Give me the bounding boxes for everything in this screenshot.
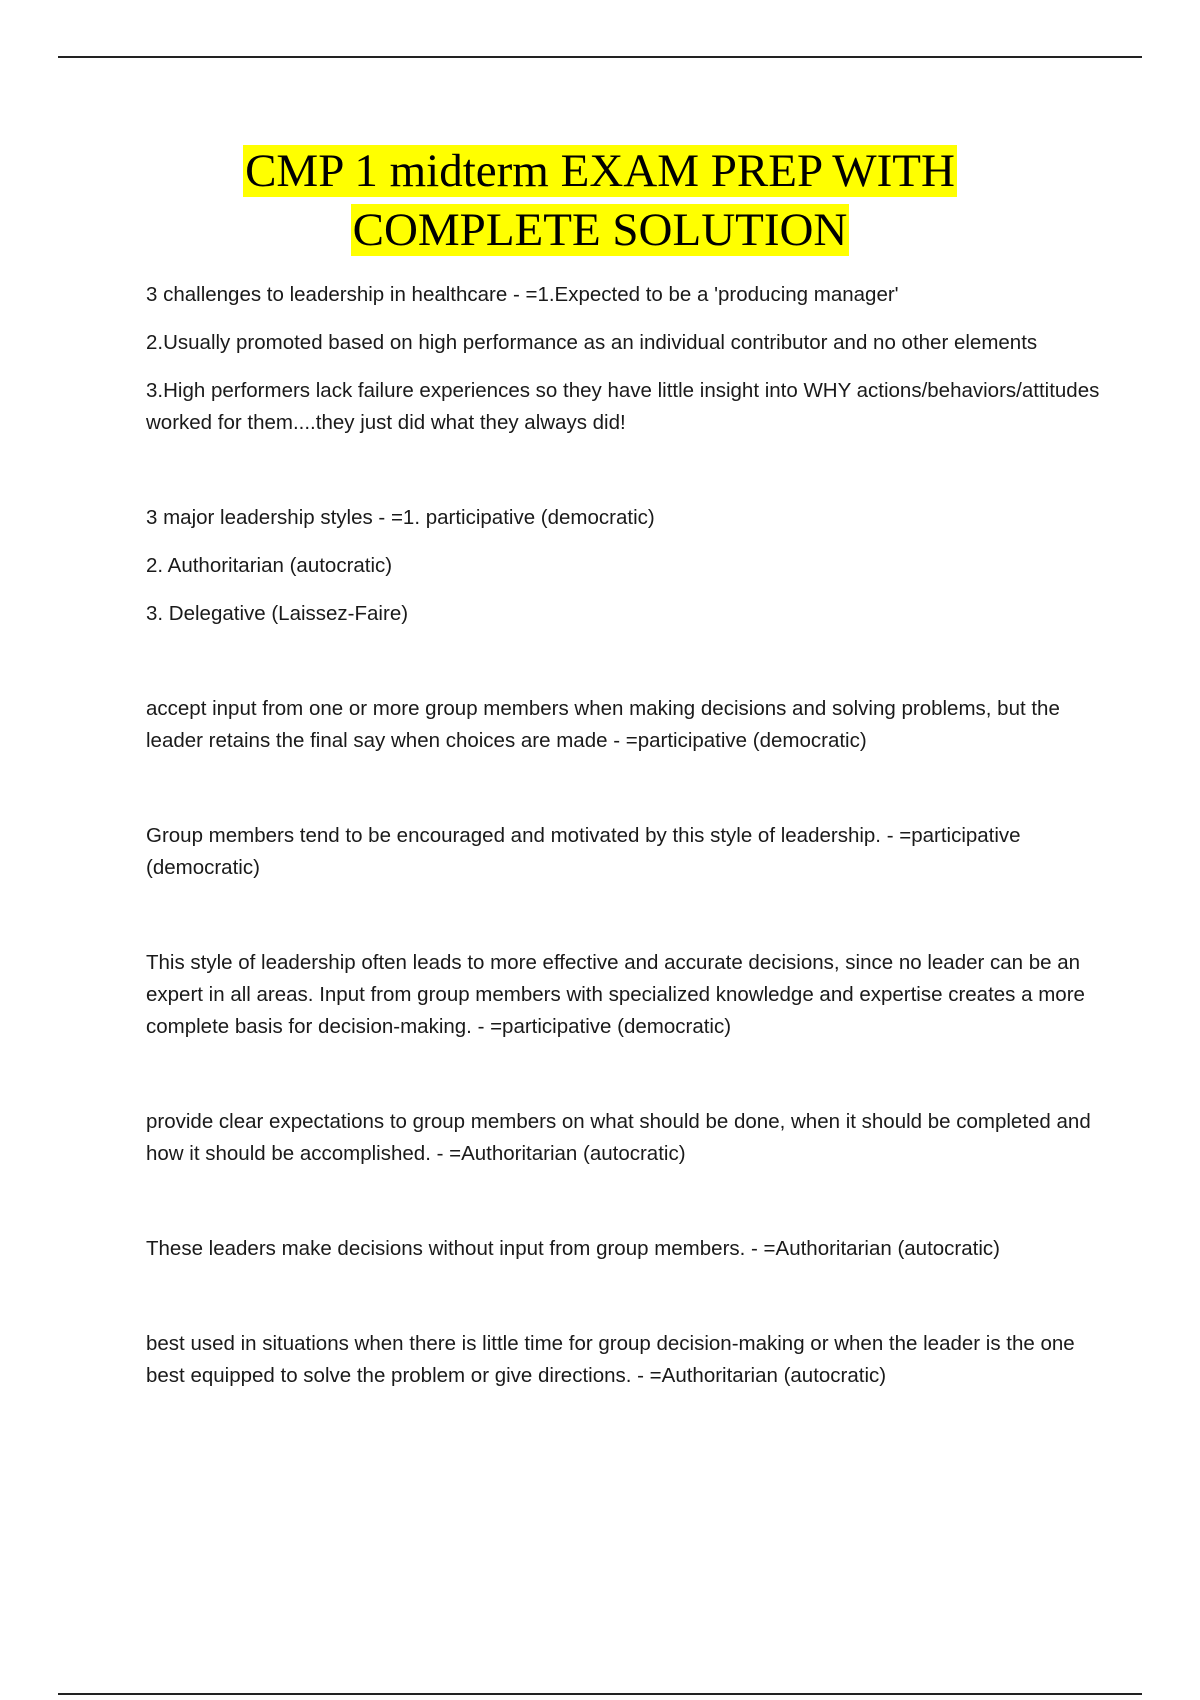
bottom-rule — [58, 1693, 1142, 1695]
paragraph: 3 major leadership styles - =1. participative (democratic) — [146, 506, 655, 529]
paragraph: accept input from one or more group members when making decisions and solving problems, but the leader retains the final say when choices are made - =participative (democratic) — [146, 697, 1060, 752]
document-body — [146, 279, 1106, 1392]
paragraph: 3. Delegative (Laissez-Faire) — [146, 602, 409, 625]
paragraph: 2.Usually promoted based on high performance as an individual contributor and no other elements — [146, 331, 1038, 354]
page-title — [0, 142, 1200, 260]
title-line-1: CMP 1 midterm EXAM PREP WITH — [245, 145, 955, 197]
top-rule — [58, 56, 1142, 58]
paragraph: 2. Authoritarian (autocratic) — [146, 554, 393, 577]
paragraph: provide clear expectations to group members on what should be done, when it should be completed and how it should be accomplished. - =Authoritarian (autocratic) — [146, 1110, 1091, 1165]
paragraph: 3 challenges to leadership in healthcare - =1.Expected to be a 'producing manager' — [146, 283, 899, 306]
title-line-2: COMPLETE SOLUTION — [352, 204, 848, 256]
paragraph: These leaders make decisions without input from group members. - =Authoritarian (autocratic) — [146, 1237, 1000, 1260]
paragraph: Group members tend to be encouraged and motivated by this style of leadership. - =participative (democratic) — [146, 824, 1021, 879]
paragraph: best used in situations when there is little time for group decision-making or when the leader is the one best equipped to solve the problem or give directions. - =Authoritarian (autocratic) — [146, 1332, 1075, 1387]
paragraph: This style of leadership often leads to more effective and accurate decisions, since no leader can be an expert in all areas. Input from group members with specialized knowledge and expertise creates a more complete basis for decision-making. - =participative (democratic) — [146, 951, 1085, 1038]
paragraph: 3.High performers lack failure experiences so they have little insight into WHY actions/behaviors/attitudes worked for them....they just did what they always did! — [146, 379, 1100, 434]
